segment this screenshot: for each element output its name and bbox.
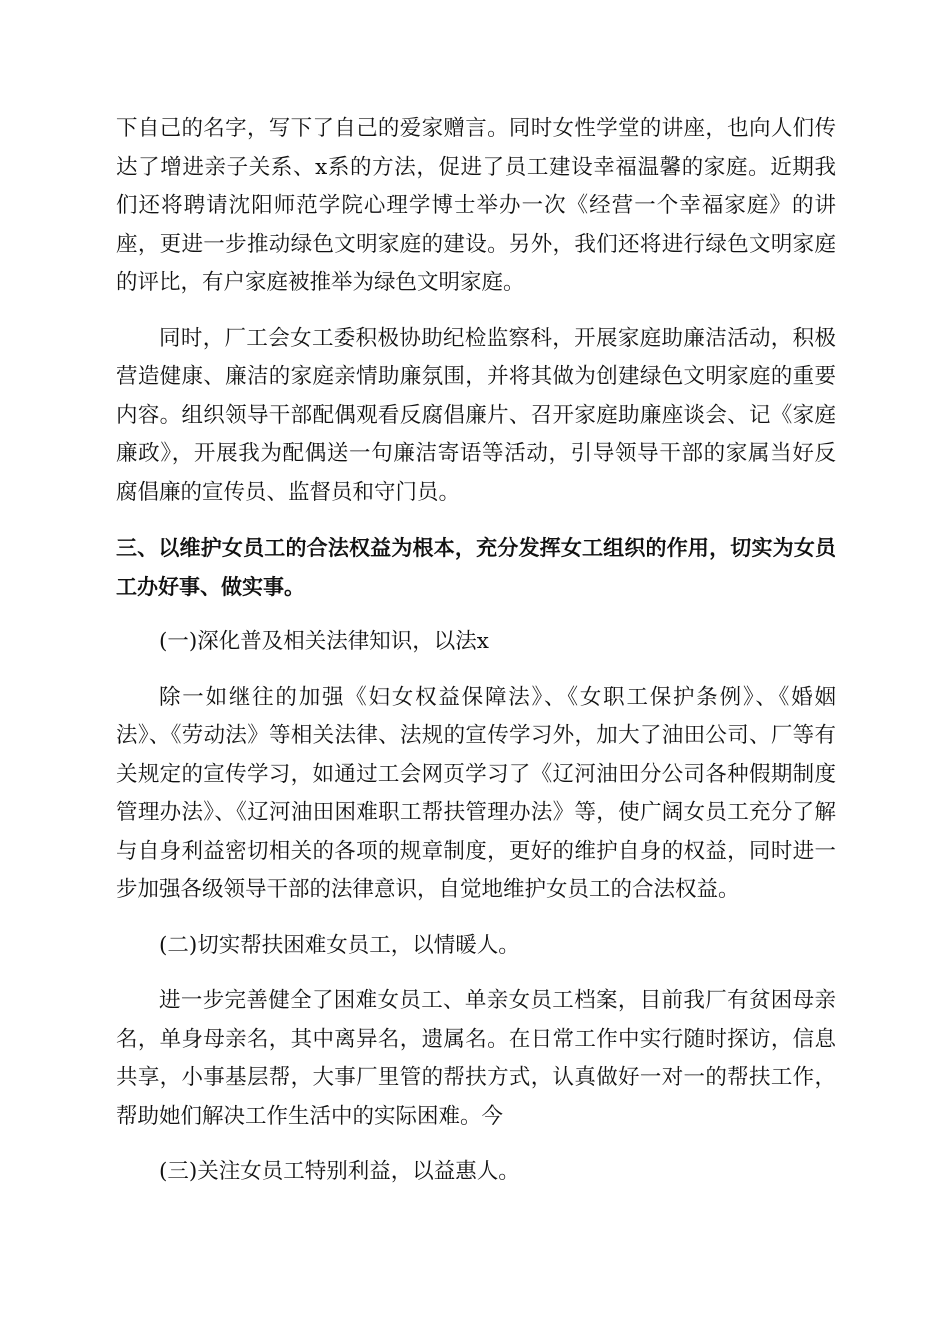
- paragraph-law-education: 除一如继往的加强《妇女权益保障法》、《女职工保护条例》、《婚姻法》、《劳动法》等相关法律、法规的宣传学习外，加大了油田公司、厂等有关规定的宣传学习，如通过工会网页学习了《辽河油田分公司各种假期制度管理办法》、《辽河油田困难职工帮扶管理办法》等，使广阔女员工充分了解与自身利益密切相关的各项的规章制度，更好的维护自身的权益，同时进一步加强各级领导干部的法律意识，自觉地维护女员工的合法权益。: [116, 684, 836, 902]
- section-heading-3: 三、以维护女员工的合法权益为根本，充分发挥女工组织的作用，切实为女员工办好事、做实事。: [116, 536, 836, 599]
- paragraph-assistance: 进一步完善健全了困难女员工、单亲女员工档案，目前我厂有贫困母亲名，单身母亲名，其中离异名，遗属名。在日常工作中实行随时探访，信息共享，小事基层帮，大事厂里管的帮扶方式，认真做好一对一的帮扶工作，帮助她们解决工作生活中的实际困难。今: [116, 988, 836, 1129]
- subheading-1: (一)深化普及相关法律知识，以法x: [159, 629, 489, 654]
- subheading-3: (三)关注女员工特别利益，以益惠人。: [159, 1159, 520, 1184]
- paragraph-family-lectures: 下自己的名字，写下了自己的爱家赠言。同时女性学堂的讲座，也向人们传达了增进亲子关系、x系的方法，促进了员工建设幸福温馨的家庭。近期我们还将聘请沈阳师范学院心理学博士举办一次《经营一个幸福家庭》的讲座，更进一步推动绿色文明家庭的建设。另外，我们还将进行绿色文明家庭的评比，有户家庭被推举为绿色文明家庭。: [116, 116, 836, 295]
- subheading-2: (二)切实帮扶困难女员工，以情暖人。: [159, 932, 520, 958]
- paragraph-family-integrity: 同时，厂工会女工委积极协助纪检监察科，开展家庭助廉洁活动，积极营造健康、廉洁的家庭亲情助廉氛围，并将其做为创建绿色文明家庭的重要内容。组织领导干部配偶观看反腐倡廉片、召开家庭助廉座谈会、记《家庭廉政》，开展我为配偶送一句廉洁寄语等活动，引导领导干部的家属当好反腐倡廉的宣传员、监督员和守门员。: [116, 325, 836, 505]
- document-body: [116, 110, 836, 1209]
